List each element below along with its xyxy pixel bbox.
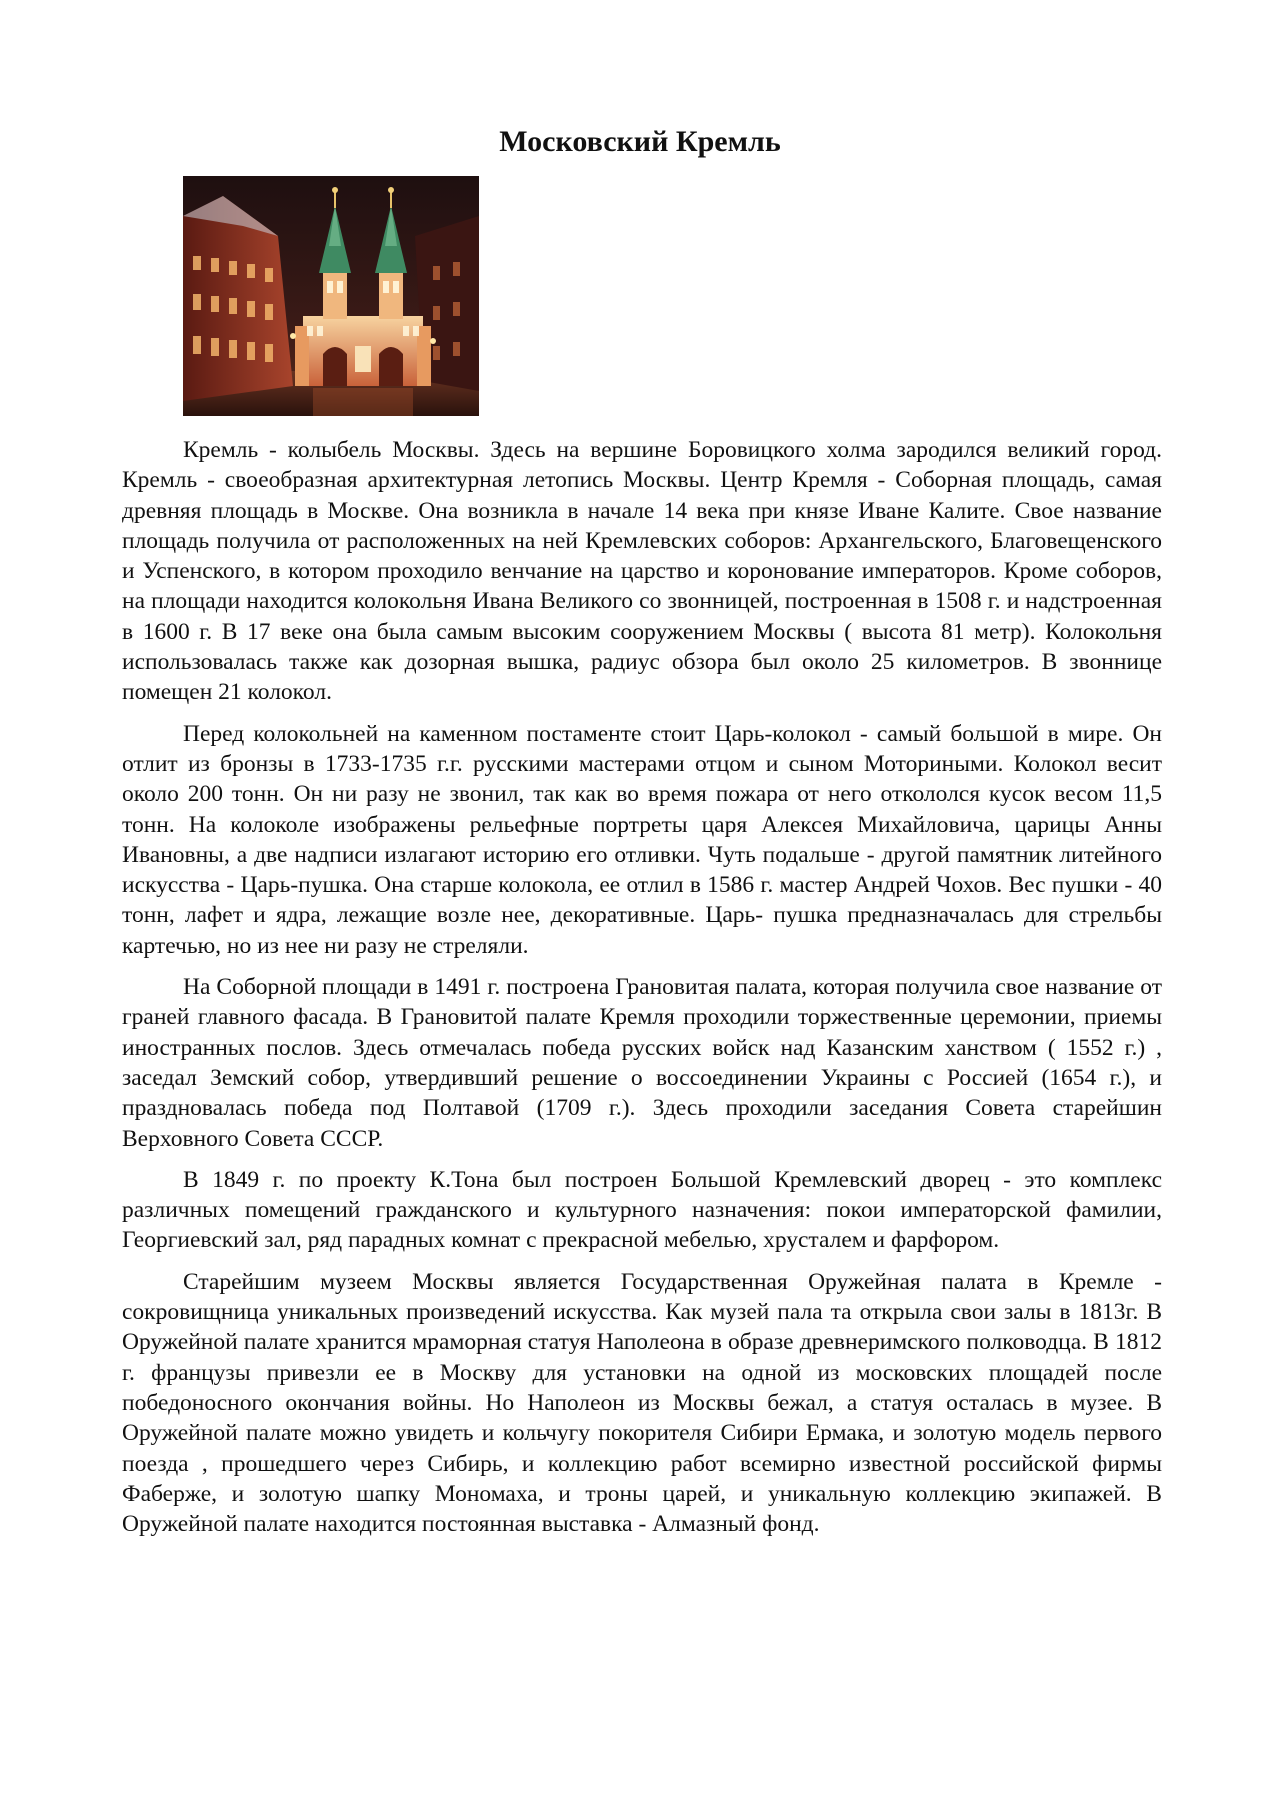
paragraph-tsar-bell: Перед колокольней на каменном постаменте стоит Царь-колокол - самый большой в мире. Он отлит из бронзы в 1733-1735 г.г. русскими мастерами отцом и сыном Моториными. Колокол весит около 200 тонн. Он ни разу не звонил, так как во время пожара от него откололся кусок весом 11,5 тонн. На колоколе изображены рельефные портреты царя Алексея Михайловича, царицы Анны Ивановны, а две надписи излагают историю его отливки. Чуть подальше - другой памятник литейного искусства - Царь-пушка. Она старше колокола, ее отлил в 1586 г. мастер Андрей Чохов. Вес пушки - 40 тонн, лафет и ядра, лежащие возле нее, декоративные. Царь- пушка предназначалась для стрельбы картечью, но из нее ни разу не стреляли. [122, 720, 1162, 959]
kremlin-gate-photo [183, 176, 479, 416]
paragraph-kremlin-intro: Кремль - колыбель Москвы. Здесь на вершине Боровицкого холма зародился великий город. Кремль - своеобразная архитектурная летопись Москвы. Центр Кремля - Соборная площадь, самая древняя площадь в Москве. Она возникла в начале 14 века при князе Иване Калите. Свое название площадь получила от расположенных на ней Кремлевских соборов: Архангельского, Благовещенского и Успенского, в котором проходило венчание на царство и коронование императоров. Кроме соборов, на площади находится колокольня Ивана Великого со звонницей, построенная в 1508 г. и надстроенная в 1600 г. В 17 веке она была самым высоким сооружением Москвы ( высота 81 метр). Колокольня использовалась также как дозорная вышка, радиус обзора был около 25 километров. В звоннице помещен 21 колокол. [122, 437, 1162, 706]
article-body [122, 435, 1162, 1550]
paragraph-armoury: Старейшим музеем Москвы является Государственная Оружейная палата в Кремле - сокровищница уникальных произведений искусства. Как музей пала та открыла свои залы в 1813г. В Оружейной палате хранится мраморная статуя Наполеона в образе древнеримского полководца. В 1812 г. французы привезли ее в Москву для установки на одной из московских площадей после победоносного окончания войны. Но Наполеон из Москвы бежал, а статуя осталась в музее. В Оружейной палате можно увидеть и кольчугу покорителя Сибири Ермака, и золотую модель первого поезда , прошедшего через Сибирь, и коллекцию работ всемирно известной российской фирмы Фаберже, и золотую шапку Мономаха, и троны царей, и уникальную коллекцию экипажей. В Оружейной палате находится постоянная выставка - Алмазный фонд. [122, 1268, 1162, 1538]
paragraph-faceted-chamber: На Соборной площади в 1491 г. построена Грановитая палата, которая получила свое название от граней главного фасада. В Грановитой палате Кремля проходили торжественные церемонии, приемы иностранных послов. Здесь отмечалась победа русских войск над Казанским ханством ( 1552 г.) , заседал Земский собор, утвердивший решение о воссоединении Украины с Россией (1654 г.), и праздновалась победа под Полтавой (1709 г.). Здесь проходили заседания Совета старейшин Верховного Совета СССР. [122, 974, 1162, 1152]
paragraph-grand-palace: В 1849 г. по проекту К.Тона был построен Большой Кремлевский дворец - это комплекс различных помещений гражданского и культурного назначения: покои императорской фамилии, Георгиевский зал, ряд парадных комнат с прекрасной мебелью, хрусталем и фарфором. [122, 1166, 1162, 1254]
document-title: Московский Кремль [499, 125, 781, 158]
